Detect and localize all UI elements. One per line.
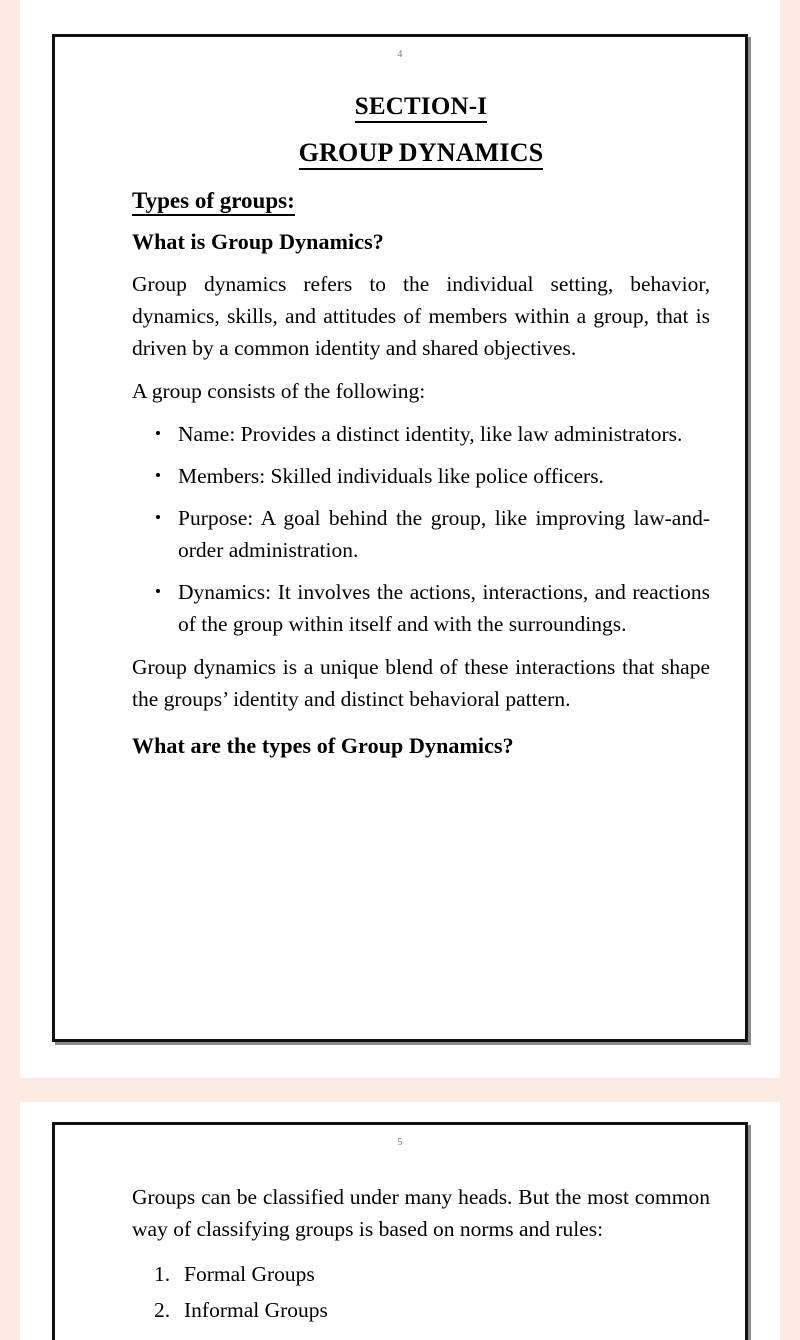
types-of-groups-heading [132, 188, 710, 214]
page-body-5 [55, 1125, 745, 1340]
list-item-text: Members: Skilled individuals like police officers. [178, 464, 604, 488]
list-item [132, 1256, 710, 1292]
list-item-text: Informal Groups [184, 1298, 328, 1322]
page-number-4: 4 [397, 49, 403, 60]
group-types-list [132, 1256, 710, 1328]
page-frame-4 [52, 34, 748, 1042]
list-item [132, 576, 710, 640]
document-main-title [132, 138, 710, 168]
list-item-number: 1. [154, 1262, 171, 1286]
classification-paragraph: Groups can be classified under many heads. But the most common way of classifying groups is based on norms and rules: [132, 1185, 710, 1241]
list-item-text: Purpose: A goal behind the group, like improving law-and-order administration. [178, 506, 710, 562]
list-item-text: Name: Provides a distinct identity, like law administrators. [178, 422, 683, 446]
page-sheet-4 [20, 0, 780, 1078]
group-consists-lead-in: A group consists of the following: [132, 379, 426, 403]
list-item-text: Dynamics: It involves the actions, interactions, and reactions of the group within itself and with the surroundings. [178, 580, 710, 636]
what-is-group-dynamics-heading: What is Group Dynamics? [132, 229, 384, 254]
section-heading-text: SECTION-I [355, 93, 487, 123]
section-heading [132, 93, 710, 121]
bullet-dot-icon [156, 431, 160, 435]
page-frame-5 [52, 1122, 748, 1340]
list-item-text: Formal Groups [184, 1262, 315, 1286]
page-number-5: 5 [397, 1137, 403, 1148]
bullet-dot-icon [156, 515, 160, 519]
closing-paragraph: Group dynamics is a unique blend of these interactions that shape the groups’ identity and distinct behavioral pattern. [132, 655, 710, 711]
group-components-list [132, 418, 710, 640]
bullet-dot-icon [156, 589, 160, 593]
list-item [132, 502, 710, 566]
intro-paragraph: Group dynamics refers to the individual setting, behavior, dynamics, skills, and attitudes of members within a group, that is driven by a common identity and shared objectives. [132, 272, 710, 360]
page-content-4 [132, 93, 710, 772]
page-content-5 [132, 1181, 710, 1328]
list-item-number: 2. [154, 1298, 171, 1322]
list-item [132, 418, 710, 450]
page-body-4 [55, 37, 745, 1039]
list-item [132, 460, 710, 492]
types-question-heading: What are the types of Group Dynamics? [132, 733, 514, 758]
bullet-dot-icon [156, 473, 160, 477]
list-item [132, 1292, 710, 1328]
page-sheet-5 [20, 1102, 780, 1340]
types-of-groups-heading-text: Types of groups: [132, 188, 295, 216]
document-main-title-text: GROUP DYNAMICS [299, 138, 544, 170]
